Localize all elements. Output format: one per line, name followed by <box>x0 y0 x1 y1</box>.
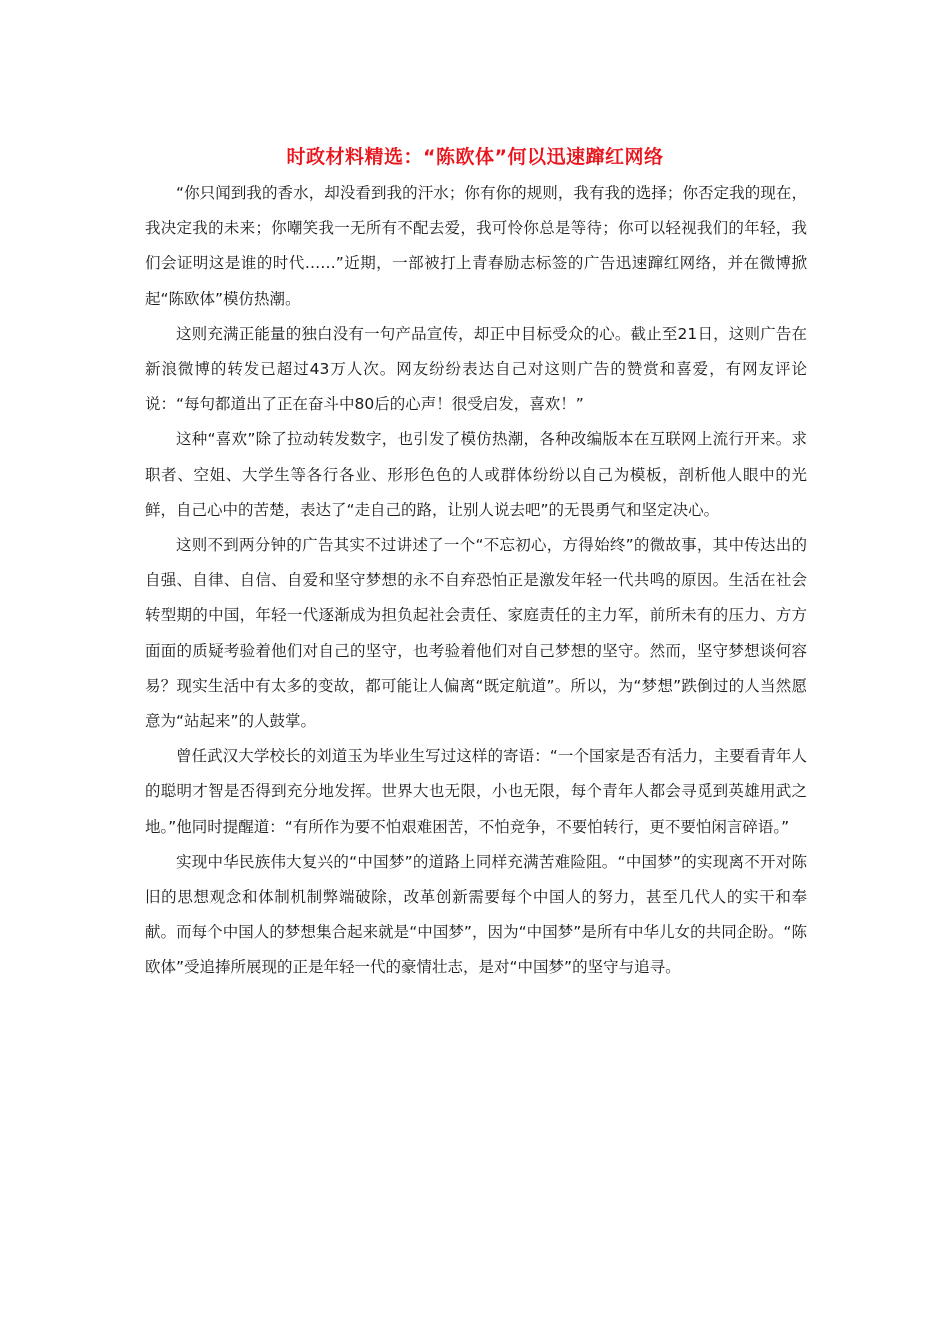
paragraph-2: 这则充满正能量的独白没有一句产品宣传，却正中目标受众的心。截止至21日，这则广告在新浪微博的转发已超过43万人次。网友纷纷表达自己对这则广告的赞赏和喜爱，有网友评论说：“每句都道出了正在奋斗中80后的心声！很受启发，喜欢！” <box>145 324 807 414</box>
paragraph-3: 这种“喜欢”除了拉动转发数字，也引发了模仿热潮，各种改编版本在互联网上流行开来。求职者、空姐、大学生等各行各业、形形色色的人或群体纷纷以自己为模板，剖析他人眼中的光鲜，自己心中的苦楚，表达了“走自己的路，让别人说去吧”的无畏勇气和坚定决心。 <box>145 430 807 519</box>
paragraph-6: 实现中华民族伟大复兴的“中国梦”的道路上同样充满苦难险阻。“中国梦”的实现离不开对陈旧的思想观念和体制机制弊端破除，改革创新需要每个中国人的努力，甚至几代人的实干和奉献。而每个中国人的梦想集合起来就是“中国梦”，因为“中国梦”是所有中华儿女的共同企盼。“陈欧体”受追捧所展现的正是年轻一代的豪情壮志，是对“中国梦”的坚守与追寻。 <box>145 852 807 977</box>
paragraph-1: “你只闻到我的香水，却没看到我的汗水；你有你的规则，我有我的选择；你否定我的现在，我决定我的未来；你嘲笑我一无所有不配去爱，我可怜你总是等待；你可以轻视我们的年轻，我们会证明这是谁的时代……”近期，一部被打上青春励志标签的广告迅速蹿红网络，并在微博掀起“陈欧体”模仿热潮。 <box>145 184 807 308</box>
document-body <box>145 176 807 986</box>
paragraph-4: 这则不到两分钟的广告其实不过讲述了一个“不忘初心，方得始终”的微故事，其中传达出的自强、自律、自信、自爱和坚守梦想的永不自弃恐怕正是激发年轻一代共鸣的原因。生活在社会转型期的中国，年轻一代逐渐成为担负起社会责任、家庭责任的主力军，前所未有的压力、方方面面的质疑考验着他们对自己的坚守，也考验着他们对自己梦想的坚守。然而，坚守梦想谈何容易？现实生活中有太多的变故，都可能让人偏离“既定航道”。所以，为“梦想”跌倒过的人当然愿意为“站起来”的人鼓掌。 <box>145 536 807 731</box>
document-title: 时政材料精选：“陈欧体”何以迅速蹿红网络 <box>286 146 664 168</box>
paragraph-5: 曾任武汉大学校长的刘道玉为毕业生写过这样的寄语：“一个国家是否有活力，主要看青年人的聪明才智是否得到充分地发挥。世界大也无限，小也无限，每个青年人都会寻觅到英雄用武之地。”他同时提醒道：“有所作为要不怕艰难困苦，不怕竞争，不要怕转行，更不要怕闲言碎语。” <box>145 747 807 836</box>
